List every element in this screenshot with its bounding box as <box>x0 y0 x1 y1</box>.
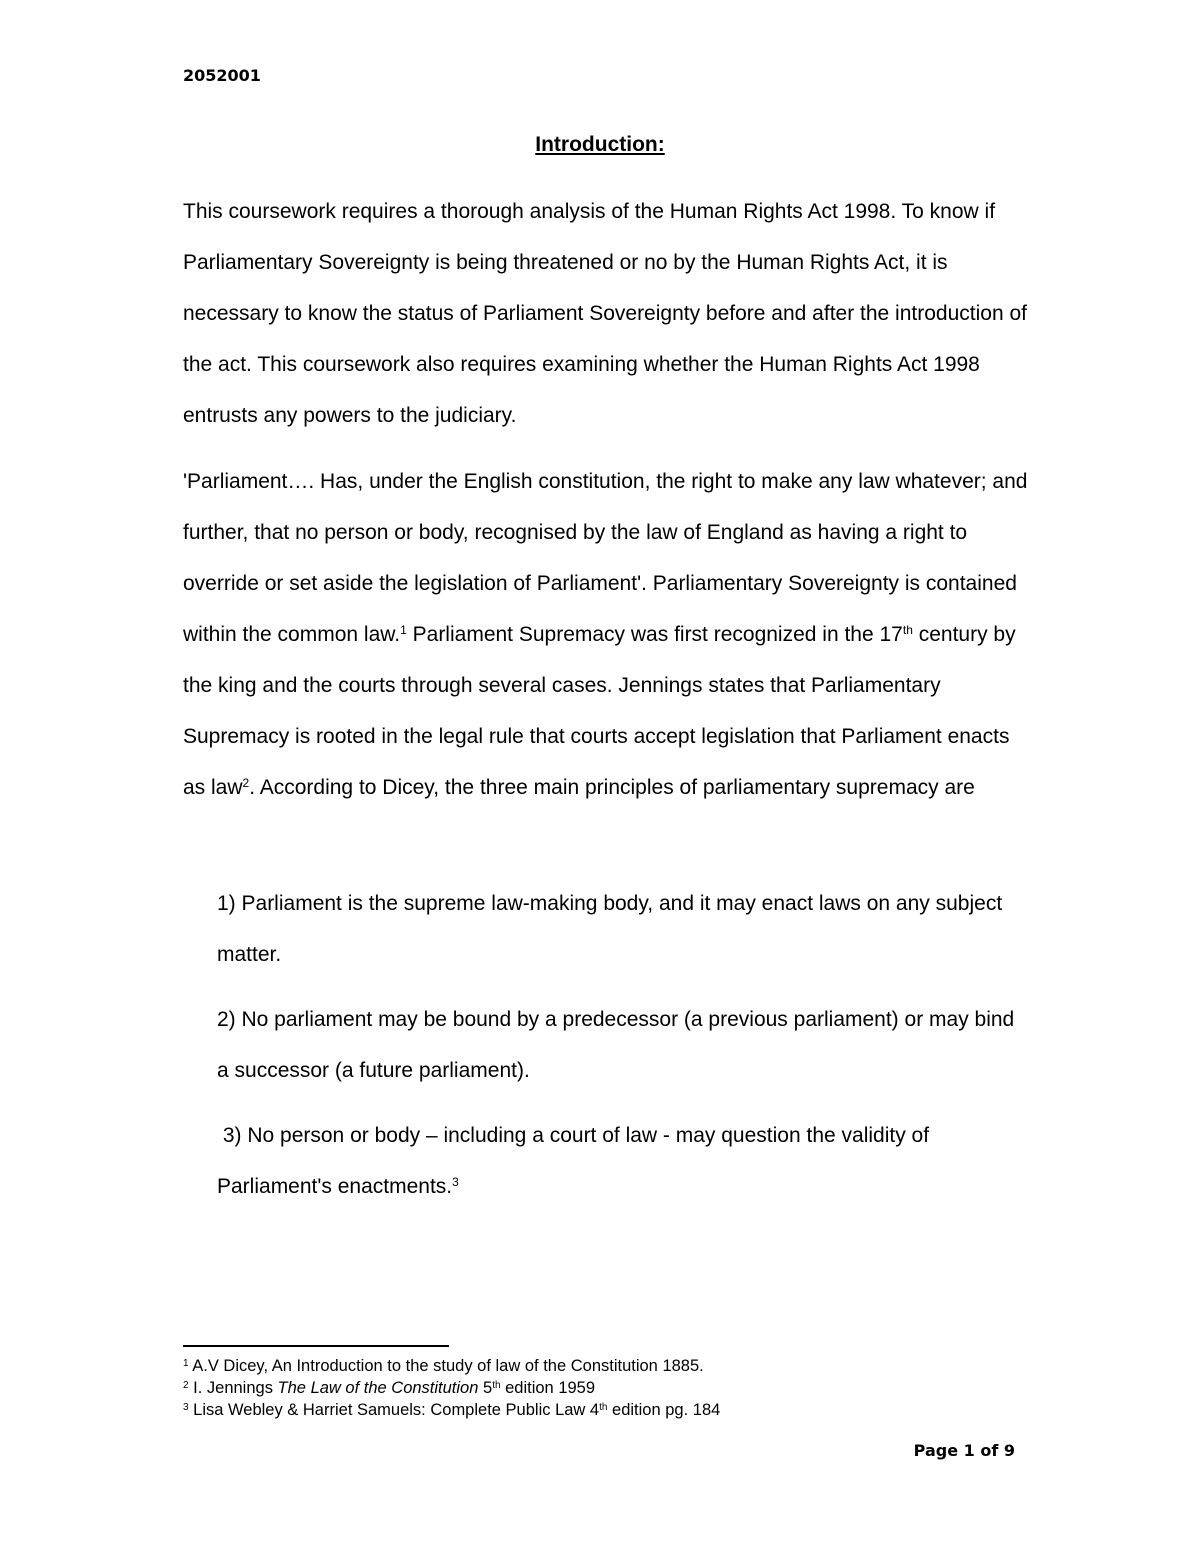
footnote-text: Lisa Webley & Harriet Samuels: Complete Public Law 4 <box>188 1401 600 1419</box>
document-id: 2052001 <box>183 66 261 85</box>
intro-paragraph: This coursework requires a thorough analysis of the Human Rights Act 1998. To know if Parliamentary Sovereignty is being threatened or no by the Human Rights Act, it is necessary to know the status of Parliament Sovereignty before and after the introduction of the act. This coursework also requires examining whether the Human Rights Act 1998 entrusts any powers to the judiciary. <box>183 200 1027 427</box>
page-title: Introduction: <box>535 133 665 156</box>
footnote-number: 2 <box>183 1380 189 1391</box>
footnote-3 <box>183 1399 1033 1421</box>
ordinal-suffix: th <box>492 1380 501 1391</box>
principle-text: 3) No person or body – including a court of law - may question the validity of Parliament's enactments. <box>217 1124 935 1198</box>
footnote-book-title: The Law of the Constitution <box>277 1379 479 1397</box>
page-number: Page 1 of 9 <box>913 1441 1015 1460</box>
principle-item <box>217 1110 1027 1212</box>
paragraph-text: century by the king and the courts through several cases. Jennings states that Parliamentary Supremacy is rooted in the legal rule that courts accept legislation that Parliament enacts as law <box>183 623 1016 799</box>
sovereignty-paragraph <box>183 456 1033 813</box>
ordinal-suffix: th <box>599 1402 608 1413</box>
footnote-1 <box>183 1355 1033 1377</box>
footnote-text: edition 1959 <box>500 1379 596 1397</box>
footnote-number: 3 <box>183 1402 189 1413</box>
footnote-ref: 2 <box>242 776 250 790</box>
paragraph-text: . According to Dicey, the three main principles of parliamentary supremacy are <box>249 776 975 799</box>
footnote-text: A.V Dicey, An Introduction to the study of law of the Constitution 1885. <box>188 1357 704 1375</box>
paragraph-text: Parliament Supremacy was first recognized in the 17 <box>406 623 903 646</box>
paragraph-text: 'Parliament…. Has, under the English constitution, the right to make any law whatever; and further, that no person or body, recognised by the law of England as having a right to override or set aside the legislation of Parliament'. Parliamentary Sovereignty is contained within the common law. <box>183 470 1028 646</box>
footnote-text: I. Jennings <box>188 1379 278 1397</box>
footnote-ref: 1 <box>400 623 407 637</box>
ordinal-suffix: th <box>902 623 913 637</box>
footnote-2 <box>183 1377 1033 1399</box>
principle-item: 1) Parliament is the supreme law-making body, and it may enact laws on any subject matter. <box>217 892 1003 966</box>
footnotes <box>183 1355 1033 1421</box>
principle-item: 2) No parliament may be bound by a predecessor (a previous parliament) or may bind a successor (a future parliament). <box>217 1008 1015 1082</box>
footnote-ref: 3 <box>452 1175 459 1189</box>
footnote-separator <box>183 1345 449 1347</box>
footnote-text: 5 <box>478 1379 493 1397</box>
footnote-text: edition pg. 184 <box>607 1401 721 1419</box>
footnote-number: 1 <box>183 1358 189 1369</box>
